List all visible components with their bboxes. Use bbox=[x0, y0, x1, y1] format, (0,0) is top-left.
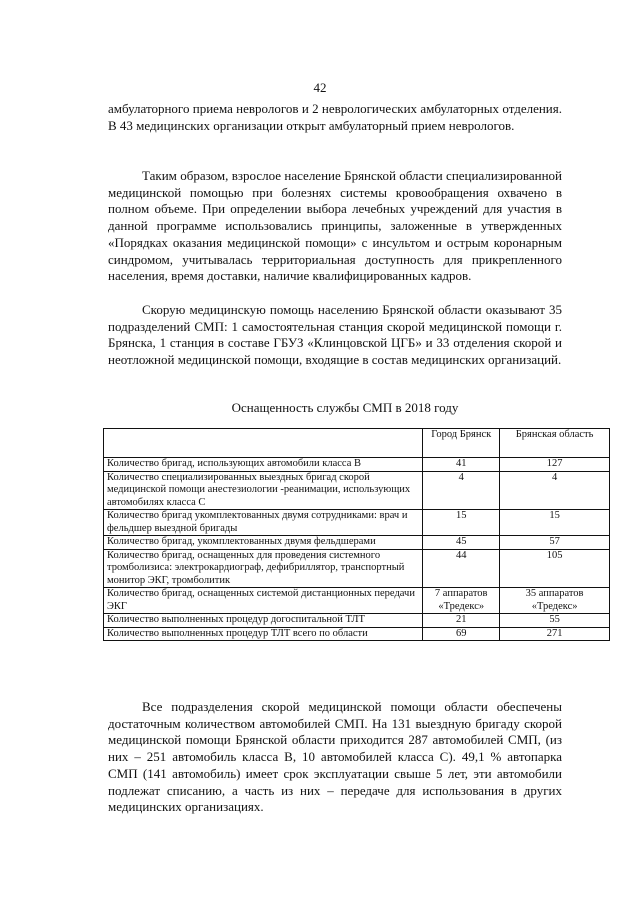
row-city-value: 7 аппаратов «Тредекс» bbox=[423, 588, 500, 614]
row-label: Количество бригад, укомплектованных двумя фельдшерами bbox=[104, 536, 423, 550]
table-row bbox=[104, 549, 610, 588]
paragraph-3: Скорую медицинскую помощь населению Брянской области оказывают 35 подразделений СМП: 1 самостоятельная станция скорой медицинской помощи г. Брянска, 1 станция в составе ГБУЗ «Клинцовской ЦГБ» и 33 отделения скорой и неотложной медицинской помощи, входящие в состав медицинских организаций. bbox=[108, 302, 562, 368]
table-row bbox=[104, 627, 610, 641]
header-region: Брянская область bbox=[500, 429, 610, 458]
paragraph-2: Таким образом, взрослое население Брянской области специализированной медицинской помощью при болезнях системы кровообращения охвачено в полном объеме. При определении выбора лечебных учреждений для участия в данной программе использовались принципы, заложенные в утвержденных «Порядках оказания медицинской помощи» с инсультом и острым коронарным синдромом, учитывалась территориальная доступность для прикрепленного населения, время доставки, наличие квалифицированных кадров. bbox=[108, 168, 562, 284]
row-city-value: 44 bbox=[423, 549, 500, 588]
row-region-value: 55 bbox=[500, 614, 610, 628]
header-label bbox=[104, 429, 423, 458]
row-label: Количество выполненных процедур догоспитальной ТЛТ bbox=[104, 614, 423, 628]
row-label: Количество бригад, оснащенных системой дистанционных передачи ЭКГ bbox=[104, 588, 423, 614]
row-city-value: 45 bbox=[423, 536, 500, 550]
header-city: Город Брянск bbox=[423, 429, 500, 458]
page-number: 42 bbox=[313, 80, 327, 95]
row-region-value: 57 bbox=[500, 536, 610, 550]
row-region-value: 105 bbox=[500, 549, 610, 588]
table-row bbox=[104, 510, 610, 536]
row-label: Количество бригад, оснащенных для проведения системного тромболизиса: электрокардиограф, дефибриллятор, транспортный монитор ЭКГ, тромболитик bbox=[104, 549, 423, 588]
row-region-value: 4 bbox=[500, 471, 610, 510]
table-header-row bbox=[104, 429, 610, 458]
row-city-value: 15 bbox=[423, 510, 500, 536]
row-region-value: 127 bbox=[500, 458, 610, 472]
table-row bbox=[104, 471, 610, 510]
row-city-value: 21 bbox=[423, 614, 500, 628]
table-title: Оснащенность службы СМП в 2018 году bbox=[231, 400, 459, 415]
paragraph-4: Все подразделения скорой медицинской помощи области обеспечены достаточным количеством автомобилей СМП. На 131 выездную бригаду скорой медицинской помощи Брянской области приходится 287 автомобилей СМП, (из них – 251 автомобиль класса В, 10 автомобилей класса С). 49,1 % автопарка СМП (141 автомобиль) имеет срок эксплуатации свыше 5 лет, эти автомобили подлежат списанию, а часть из них – передаче для использования в других медицинских организациях. bbox=[108, 699, 562, 815]
row-label: Количество выполненных процедур ТЛТ всего по области bbox=[104, 627, 423, 641]
paragraph-1: амбулаторного приема неврологов и 2 неврологических амбулаторных отделения. В 43 медицинских организации открыт амбулаторный прием неврологов. bbox=[108, 101, 562, 133]
table-row bbox=[104, 536, 610, 550]
row-city-value: 69 bbox=[423, 627, 500, 641]
table-row bbox=[104, 588, 610, 614]
smp-equipment-table bbox=[103, 428, 610, 641]
row-label: Количество специализированных выездных бригад скорой медицинской помощи анестезиологии -реанимации, использующих автомобилях класса С bbox=[104, 471, 423, 510]
row-city-value: 41 bbox=[423, 458, 500, 472]
row-region-value: 271 bbox=[500, 627, 610, 641]
row-region-value: 15 bbox=[500, 510, 610, 536]
row-label: Количество бригад, использующих автомобили класса В bbox=[104, 458, 423, 472]
row-region-value: 35 аппаратов «Тредекс» bbox=[500, 588, 610, 614]
table-row bbox=[104, 458, 610, 472]
row-city-value: 4 bbox=[423, 471, 500, 510]
row-label: Количество бригад укомплектованных двумя сотрудниками: врач и фельдшер выездной бригады bbox=[104, 510, 423, 536]
table-row bbox=[104, 614, 610, 628]
